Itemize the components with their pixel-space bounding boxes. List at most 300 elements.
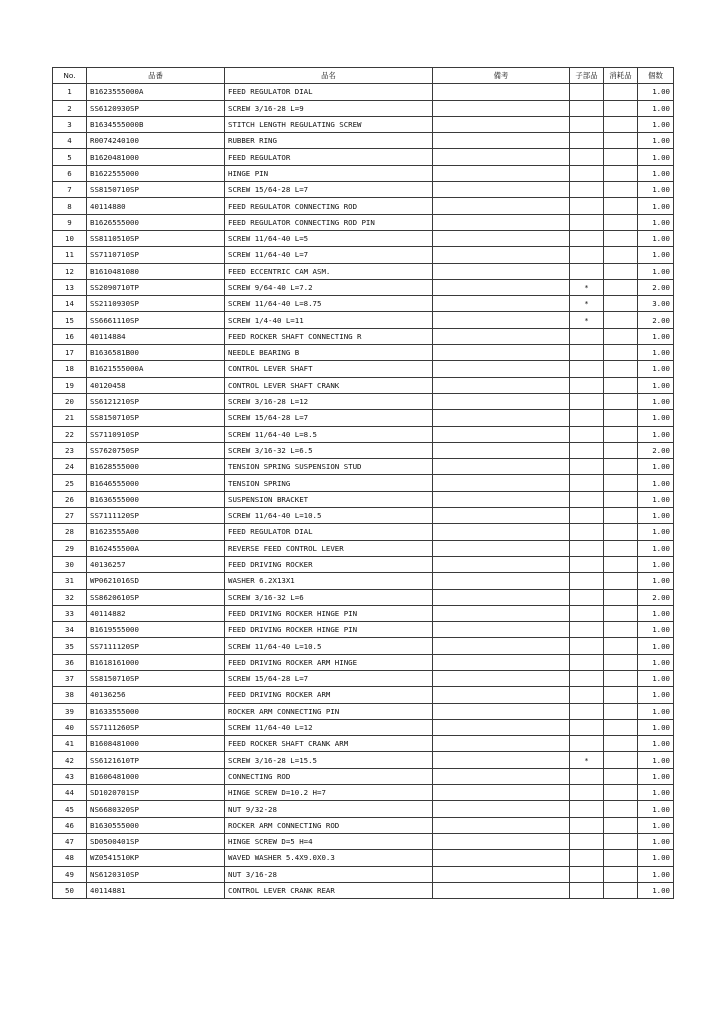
part-number-cell: B1628555000 — [87, 459, 225, 475]
row-number-cell: 45 — [53, 801, 87, 817]
quantity-cell: 1.00 — [638, 622, 674, 638]
row-number-cell: 33 — [53, 605, 87, 621]
consumable-mark-cell — [604, 850, 638, 866]
part-name-cell: SCREW 11/64-40 L=7 — [225, 247, 433, 263]
consumable-mark-cell — [604, 719, 638, 735]
remarks-cell — [433, 736, 570, 752]
remarks-cell — [433, 296, 570, 312]
part-name-cell: WASHER 6.2X13X1 — [225, 573, 433, 589]
table-row — [53, 573, 674, 589]
quantity-cell: 1.00 — [638, 540, 674, 556]
consumable-mark-cell — [604, 768, 638, 784]
consumable-mark-cell — [604, 230, 638, 246]
consumable-mark-cell — [604, 752, 638, 768]
quantity-cell: 2.00 — [638, 442, 674, 458]
part-name-cell: SCREW 1/4-40 L=11 — [225, 312, 433, 328]
consumable-mark-cell — [604, 133, 638, 149]
remarks-cell — [433, 377, 570, 393]
quantity-cell: 1.00 — [638, 801, 674, 817]
part-number-cell: WZ0541510KP — [87, 850, 225, 866]
quantity-cell: 1.00 — [638, 556, 674, 572]
quantity-cell: 1.00 — [638, 182, 674, 198]
part-number-cell: 40114882 — [87, 605, 225, 621]
consumable-mark-cell — [604, 524, 638, 540]
header-part-number: 品番 — [87, 68, 225, 84]
remarks-cell — [433, 817, 570, 833]
part-name-cell: FEED REGULATOR DIAL — [225, 524, 433, 540]
row-number-cell: 48 — [53, 850, 87, 866]
table-row — [53, 361, 674, 377]
remarks-cell — [433, 100, 570, 116]
sub-part-mark-cell — [570, 198, 604, 214]
part-number-cell: SS7111260SP — [87, 719, 225, 735]
sub-part-mark-cell: * — [570, 752, 604, 768]
remarks-cell — [433, 312, 570, 328]
part-name-cell: NUT 3/16-28 — [225, 866, 433, 882]
consumable-mark-cell — [604, 410, 638, 426]
part-number-cell: B162455500A — [87, 540, 225, 556]
quantity-cell: 1.00 — [638, 785, 674, 801]
consumable-mark-cell — [604, 556, 638, 572]
row-number-cell: 1 — [53, 84, 87, 100]
part-name-cell: SCREW 9/64-40 L=7.2 — [225, 279, 433, 295]
part-name-cell: NUT 9/32-28 — [225, 801, 433, 817]
remarks-cell — [433, 459, 570, 475]
remarks-cell — [433, 638, 570, 654]
part-number-cell: B1646555000 — [87, 475, 225, 491]
row-number-cell: 39 — [53, 703, 87, 719]
quantity-cell: 1.00 — [638, 605, 674, 621]
quantity-cell: 1.00 — [638, 361, 674, 377]
sub-part-mark-cell — [570, 491, 604, 507]
sub-part-mark-cell — [570, 475, 604, 491]
part-name-cell: CONNECTING ROD — [225, 768, 433, 784]
remarks-cell — [433, 605, 570, 621]
remarks-cell — [433, 491, 570, 507]
part-number-cell: R0074240100 — [87, 133, 225, 149]
table-row — [53, 393, 674, 409]
part-name-cell: SCREW 15/64-28 L=7 — [225, 182, 433, 198]
row-number-cell: 44 — [53, 785, 87, 801]
quantity-cell: 1.00 — [638, 882, 674, 898]
consumable-mark-cell — [604, 100, 638, 116]
quantity-cell: 1.00 — [638, 133, 674, 149]
row-number-cell: 16 — [53, 328, 87, 344]
part-number-cell: B1633555000 — [87, 703, 225, 719]
table-row — [53, 687, 674, 703]
consumable-mark-cell — [604, 182, 638, 198]
quantity-cell: 1.00 — [638, 670, 674, 686]
part-name-cell: FEED DRIVING ROCKER ARM HINGE — [225, 654, 433, 670]
part-name-cell: SCREW 11/64-40 L=12 — [225, 719, 433, 735]
remarks-cell — [433, 214, 570, 230]
quantity-cell: 1.00 — [638, 524, 674, 540]
sub-part-mark-cell — [570, 328, 604, 344]
sub-part-mark-cell — [570, 508, 604, 524]
table-row — [53, 508, 674, 524]
remarks-cell — [433, 279, 570, 295]
row-number-cell: 42 — [53, 752, 87, 768]
quantity-cell: 2.00 — [638, 279, 674, 295]
table-row — [53, 622, 674, 638]
table-header-row — [53, 68, 674, 84]
table-row — [53, 540, 674, 556]
part-number-cell: 40114880 — [87, 198, 225, 214]
part-name-cell: FEED DRIVING ROCKER HINGE PIN — [225, 605, 433, 621]
sub-part-mark-cell — [570, 410, 604, 426]
part-number-cell: WP0621016SD — [87, 573, 225, 589]
quantity-cell: 1.00 — [638, 247, 674, 263]
part-number-cell: B1619555000 — [87, 622, 225, 638]
table-row — [53, 345, 674, 361]
remarks-cell — [433, 833, 570, 849]
row-number-cell: 49 — [53, 866, 87, 882]
part-number-cell: SS6661110SP — [87, 312, 225, 328]
consumable-mark-cell — [604, 622, 638, 638]
table-row — [53, 768, 674, 784]
consumable-mark-cell — [604, 361, 638, 377]
sub-part-mark-cell — [570, 100, 604, 116]
row-number-cell: 4 — [53, 133, 87, 149]
part-name-cell: SCREW 11/64-40 L=10.5 — [225, 638, 433, 654]
part-name-cell: REVERSE FEED CONTROL LEVER — [225, 540, 433, 556]
table-row — [53, 230, 674, 246]
table-row — [53, 198, 674, 214]
sub-part-mark-cell — [570, 214, 604, 230]
remarks-cell — [433, 622, 570, 638]
part-number-cell: B1621555000A — [87, 361, 225, 377]
row-number-cell: 11 — [53, 247, 87, 263]
header-quantity: 個数 — [638, 68, 674, 84]
quantity-cell: 1.00 — [638, 459, 674, 475]
consumable-mark-cell — [604, 785, 638, 801]
header-no: No. — [53, 68, 87, 84]
remarks-cell — [433, 263, 570, 279]
row-number-cell: 31 — [53, 573, 87, 589]
remarks-cell — [433, 687, 570, 703]
table-row — [53, 442, 674, 458]
part-name-cell: STITCH LENGTH REGULATING SCREW — [225, 116, 433, 132]
consumable-mark-cell — [604, 508, 638, 524]
quantity-cell: 1.00 — [638, 426, 674, 442]
quantity-cell: 1.00 — [638, 345, 674, 361]
table-row — [53, 116, 674, 132]
row-number-cell: 21 — [53, 410, 87, 426]
row-number-cell: 34 — [53, 622, 87, 638]
quantity-cell: 1.00 — [638, 817, 674, 833]
header-remarks: 備考 — [433, 68, 570, 84]
sub-part-mark-cell — [570, 589, 604, 605]
sub-part-mark-cell — [570, 524, 604, 540]
quantity-cell: 1.00 — [638, 638, 674, 654]
quantity-cell: 1.00 — [638, 866, 674, 882]
part-name-cell: FEED ECCENTRIC CAM ASM. — [225, 263, 433, 279]
table-row — [53, 703, 674, 719]
part-number-cell: B1636555000 — [87, 491, 225, 507]
quantity-cell: 1.00 — [638, 410, 674, 426]
consumable-mark-cell — [604, 377, 638, 393]
row-number-cell: 12 — [53, 263, 87, 279]
part-number-cell: B1622555000 — [87, 165, 225, 181]
part-number-cell: SS8150710SP — [87, 410, 225, 426]
consumable-mark-cell — [604, 736, 638, 752]
sub-part-mark-cell — [570, 540, 604, 556]
quantity-cell: 1.00 — [638, 654, 674, 670]
remarks-cell — [433, 524, 570, 540]
row-number-cell: 17 — [53, 345, 87, 361]
quantity-cell: 1.00 — [638, 230, 674, 246]
remarks-cell — [433, 442, 570, 458]
consumable-mark-cell — [604, 393, 638, 409]
remarks-cell — [433, 573, 570, 589]
table-row — [53, 801, 674, 817]
part-number-cell: B1634555000B — [87, 116, 225, 132]
row-number-cell: 23 — [53, 442, 87, 458]
part-number-cell: SS6121210SP — [87, 393, 225, 409]
row-number-cell: 8 — [53, 198, 87, 214]
quantity-cell: 1.00 — [638, 833, 674, 849]
sub-part-mark-cell — [570, 654, 604, 670]
row-number-cell: 38 — [53, 687, 87, 703]
row-number-cell: 35 — [53, 638, 87, 654]
part-number-cell: SS7110710SP — [87, 247, 225, 263]
row-number-cell: 27 — [53, 508, 87, 524]
quantity-cell: 1.00 — [638, 752, 674, 768]
table-row — [53, 850, 674, 866]
part-number-cell: B1623555000A — [87, 84, 225, 100]
consumable-mark-cell — [604, 491, 638, 507]
sub-part-mark-cell — [570, 459, 604, 475]
part-name-cell: HINGE SCREW D=10.2 H=7 — [225, 785, 433, 801]
table-row — [53, 491, 674, 507]
part-name-cell: RUBBER RING — [225, 133, 433, 149]
part-name-cell: HINGE SCREW D=5 H=4 — [225, 833, 433, 849]
part-name-cell: FEED REGULATOR CONNECTING ROD — [225, 198, 433, 214]
row-number-cell: 26 — [53, 491, 87, 507]
table-row — [53, 833, 674, 849]
quantity-cell: 1.00 — [638, 508, 674, 524]
table-row — [53, 654, 674, 670]
header-consumable: 消耗品 — [604, 68, 638, 84]
remarks-cell — [433, 198, 570, 214]
part-number-cell: B1606481000 — [87, 768, 225, 784]
part-name-cell: SCREW 15/64-28 L=7 — [225, 410, 433, 426]
remarks-cell — [433, 882, 570, 898]
consumable-mark-cell — [604, 247, 638, 263]
remarks-cell — [433, 328, 570, 344]
consumable-mark-cell — [604, 573, 638, 589]
quantity-cell: 1.00 — [638, 328, 674, 344]
remarks-cell — [433, 133, 570, 149]
remarks-cell — [433, 703, 570, 719]
part-number-cell: NS6120310SP — [87, 866, 225, 882]
sub-part-mark-cell — [570, 393, 604, 409]
consumable-mark-cell — [604, 279, 638, 295]
quantity-cell: 1.00 — [638, 100, 674, 116]
part-number-cell: SS2110930SP — [87, 296, 225, 312]
table-row — [53, 84, 674, 100]
part-number-cell: SS8620610SP — [87, 589, 225, 605]
part-name-cell: FEED DRIVING ROCKER ARM — [225, 687, 433, 703]
table-row — [53, 377, 674, 393]
consumable-mark-cell — [604, 638, 638, 654]
part-name-cell: FEED REGULATOR CONNECTING ROD PIN — [225, 214, 433, 230]
parts-list-table — [52, 67, 674, 899]
sub-part-mark-cell — [570, 149, 604, 165]
row-number-cell: 2 — [53, 100, 87, 116]
table-row — [53, 165, 674, 181]
sub-part-mark-cell — [570, 785, 604, 801]
part-name-cell: FEED REGULATOR DIAL — [225, 84, 433, 100]
table-row — [53, 752, 674, 768]
part-name-cell: SCREW 3/16-32 L=6 — [225, 589, 433, 605]
consumable-mark-cell — [604, 589, 638, 605]
part-name-cell: SCREW 15/64-28 L=7 — [225, 670, 433, 686]
row-number-cell: 29 — [53, 540, 87, 556]
sub-part-mark-cell — [570, 719, 604, 735]
quantity-cell: 1.00 — [638, 719, 674, 735]
sub-part-mark-cell — [570, 442, 604, 458]
sub-part-mark-cell — [570, 361, 604, 377]
part-name-cell: SCREW 3/16-32 L=6.5 — [225, 442, 433, 458]
quantity-cell: 1.00 — [638, 393, 674, 409]
row-number-cell: 15 — [53, 312, 87, 328]
table-row — [53, 556, 674, 572]
part-number-cell: 40120458 — [87, 377, 225, 393]
consumable-mark-cell — [604, 84, 638, 100]
part-name-cell: SCREW 3/16-28 L=15.5 — [225, 752, 433, 768]
table-row — [53, 866, 674, 882]
part-name-cell: SCREW 11/64-40 L=8.75 — [225, 296, 433, 312]
consumable-mark-cell — [604, 149, 638, 165]
sub-part-mark-cell — [570, 573, 604, 589]
quantity-cell: 1.00 — [638, 491, 674, 507]
table-row — [53, 882, 674, 898]
sub-part-mark-cell — [570, 182, 604, 198]
remarks-cell — [433, 850, 570, 866]
part-number-cell: SS7620750SP — [87, 442, 225, 458]
quantity-cell: 1.00 — [638, 263, 674, 279]
row-number-cell: 28 — [53, 524, 87, 540]
row-number-cell: 6 — [53, 165, 87, 181]
header-part-name: 品名 — [225, 68, 433, 84]
part-name-cell: SCREW 11/64-40 L=10.5 — [225, 508, 433, 524]
consumable-mark-cell — [604, 312, 638, 328]
consumable-mark-cell — [604, 654, 638, 670]
consumable-mark-cell — [604, 817, 638, 833]
quantity-cell: 1.00 — [638, 736, 674, 752]
remarks-cell — [433, 508, 570, 524]
table-row — [53, 605, 674, 621]
consumable-mark-cell — [604, 801, 638, 817]
remarks-cell — [433, 182, 570, 198]
quantity-cell: 2.00 — [638, 312, 674, 328]
consumable-mark-cell — [604, 687, 638, 703]
table-row — [53, 296, 674, 312]
row-number-cell: 13 — [53, 279, 87, 295]
row-number-cell: 22 — [53, 426, 87, 442]
table-row — [53, 214, 674, 230]
quantity-cell: 3.00 — [638, 296, 674, 312]
sub-part-mark-cell — [570, 638, 604, 654]
row-number-cell: 25 — [53, 475, 87, 491]
sub-part-mark-cell — [570, 165, 604, 181]
part-name-cell: CONTROL LEVER CRANK REAR — [225, 882, 433, 898]
quantity-cell: 2.00 — [638, 589, 674, 605]
sub-part-mark-cell: * — [570, 296, 604, 312]
sub-part-mark-cell: * — [570, 279, 604, 295]
consumable-mark-cell — [604, 345, 638, 361]
table-row — [53, 817, 674, 833]
part-number-cell: SD0500401SP — [87, 833, 225, 849]
sub-part-mark-cell — [570, 345, 604, 361]
remarks-cell — [433, 752, 570, 768]
table-row — [53, 524, 674, 540]
quantity-cell: 1.00 — [638, 116, 674, 132]
row-number-cell: 14 — [53, 296, 87, 312]
quantity-cell: 1.00 — [638, 703, 674, 719]
sub-part-mark-cell — [570, 736, 604, 752]
part-number-cell: 40136257 — [87, 556, 225, 572]
part-number-cell: B1626555000 — [87, 214, 225, 230]
table-row — [53, 736, 674, 752]
table-row — [53, 100, 674, 116]
part-number-cell: B1620481000 — [87, 149, 225, 165]
row-number-cell: 19 — [53, 377, 87, 393]
quantity-cell: 1.00 — [638, 214, 674, 230]
remarks-cell — [433, 345, 570, 361]
part-number-cell: SS7110910SP — [87, 426, 225, 442]
sub-part-mark-cell — [570, 882, 604, 898]
consumable-mark-cell — [604, 426, 638, 442]
part-number-cell: SS6121610TP — [87, 752, 225, 768]
table-row — [53, 670, 674, 686]
part-name-cell: SCREW 3/16-28 L=9 — [225, 100, 433, 116]
table-row — [53, 182, 674, 198]
consumable-mark-cell — [604, 866, 638, 882]
consumable-mark-cell — [604, 116, 638, 132]
sub-part-mark-cell — [570, 247, 604, 263]
part-number-cell: B1623555A00 — [87, 524, 225, 540]
sub-part-mark-cell — [570, 866, 604, 882]
part-number-cell: SD1020701SP — [87, 785, 225, 801]
table-row — [53, 328, 674, 344]
remarks-cell — [433, 785, 570, 801]
part-number-cell: SS8110510SP — [87, 230, 225, 246]
consumable-mark-cell — [604, 605, 638, 621]
sub-part-mark-cell — [570, 687, 604, 703]
sub-part-mark-cell — [570, 768, 604, 784]
consumable-mark-cell — [604, 670, 638, 686]
sub-part-mark-cell — [570, 426, 604, 442]
part-name-cell: NEEDLE BEARING B — [225, 345, 433, 361]
part-number-cell: SS8150710SP — [87, 670, 225, 686]
sub-part-mark-cell — [570, 622, 604, 638]
part-name-cell: WAVED WASHER 5.4X9.0X0.3 — [225, 850, 433, 866]
table-row — [53, 785, 674, 801]
row-number-cell: 40 — [53, 719, 87, 735]
sub-part-mark-cell — [570, 703, 604, 719]
row-number-cell: 5 — [53, 149, 87, 165]
consumable-mark-cell — [604, 882, 638, 898]
part-number-cell: 40114884 — [87, 328, 225, 344]
remarks-cell — [433, 361, 570, 377]
row-number-cell: 37 — [53, 670, 87, 686]
table-row — [53, 589, 674, 605]
remarks-cell — [433, 768, 570, 784]
row-number-cell: 43 — [53, 768, 87, 784]
sub-part-mark-cell — [570, 850, 604, 866]
